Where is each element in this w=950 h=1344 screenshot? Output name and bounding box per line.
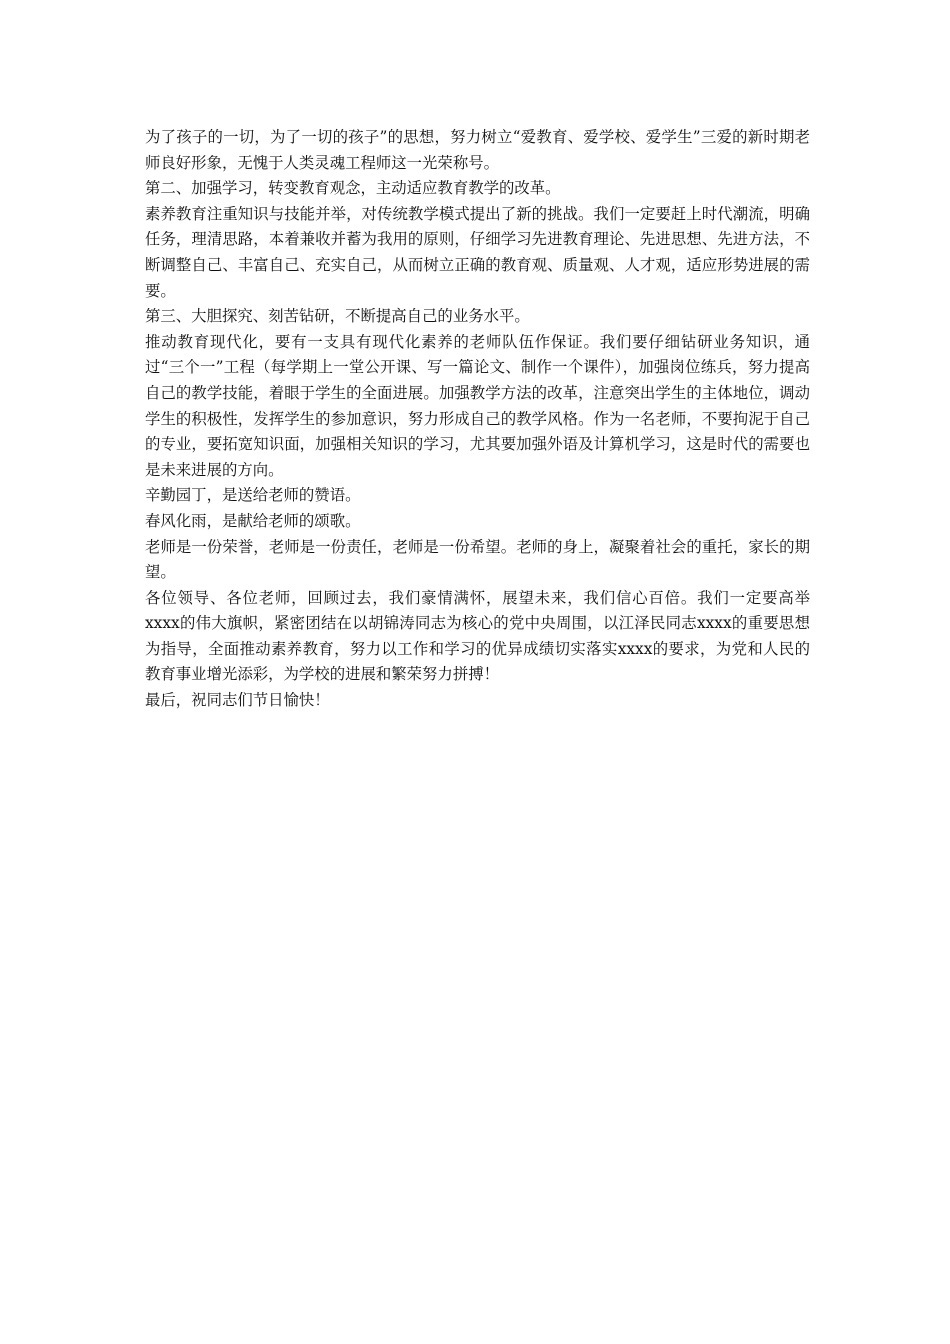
section-heading-third: 第三、大胆探究、刻苦钻研，不断提高自己的业务水平。 bbox=[145, 307, 530, 326]
paragraph-teacher-honor: 老师是一份荣誉，老师是一份责任，老师是一份希望。老师的身上，凝聚着社会的重托，家长的期望。 bbox=[145, 537, 810, 582]
paragraph-opening-continuation: 为了孩子的一切，为了一切的孩子”的思想，努力树立“爱教育、爱学校、爱学生”三爱的新时期老师良好形象，无愧于人类灵魂工程师这一光荣称号。 bbox=[145, 128, 810, 172]
paragraph-gardener: 辛勤园丁，是送给老师的赞语。 bbox=[145, 486, 361, 505]
paragraph-modernization: 推动教育现代化，要有一支具有现代化素养的老师队伍作保证。我们要仔细钻研业务知识，通过“三个一”工程（每学期上一堂公开课、写一篇论文、制作一个课件），加强岗位练兵，努力提高自己的教学技能，着眼于学生的全面进展。加强教学方法的改革，注意突出学生的主体地位，调动学生的积极性，发挥学生的参加意识，努力形成自己的教学风格。作为一名老师，不要拘泥于自己的专业，要拓宽知识面，加强相关知识的学习，尤其要加强外语及计算机学习，这是时代的需要也是未来进展的方向。 bbox=[145, 332, 810, 479]
paragraph-spring-breeze: 春风化雨，是献给老师的颂歌。 bbox=[145, 511, 361, 530]
section-heading-second: 第二、加强学习，转变教育观念，主动适应教育教学的改革。 bbox=[145, 179, 561, 198]
document-body bbox=[145, 125, 810, 714]
paragraph-closing-wish: 最后，祝同志们节日愉快！ bbox=[145, 691, 330, 710]
paragraph-quality-education: 素养教育注重知识与技能并举，对传统教学模式提出了新的挑战。我们一定要赶上时代潮流，明确任务，理清思路，本着兼收并蓄为我用的原则，仔细学习先进教育理论、先进思想、先进方法，不断调整自己、丰富自己、充实自己，从而树立正确的教育观、质量观、人才观，适应形势进展的需要。 bbox=[145, 204, 810, 300]
paragraph-leaders-address: 各位领导、各位老师，回顾过去，我们豪情满怀，展望未来，我们信心百倍。我们一定要高举xxxx的伟大旗帜，紧密团结在以胡锦涛同志为核心的党中央周围，以江泽民同志xxxx的重要思想为指导，全面推动素养教育，努力以工作和学习的优异成绩切实落实xxxx的要求，为党和人民的教育事业增光添彩，为学校的进展和繁荣努力拼搏！ bbox=[145, 588, 810, 684]
